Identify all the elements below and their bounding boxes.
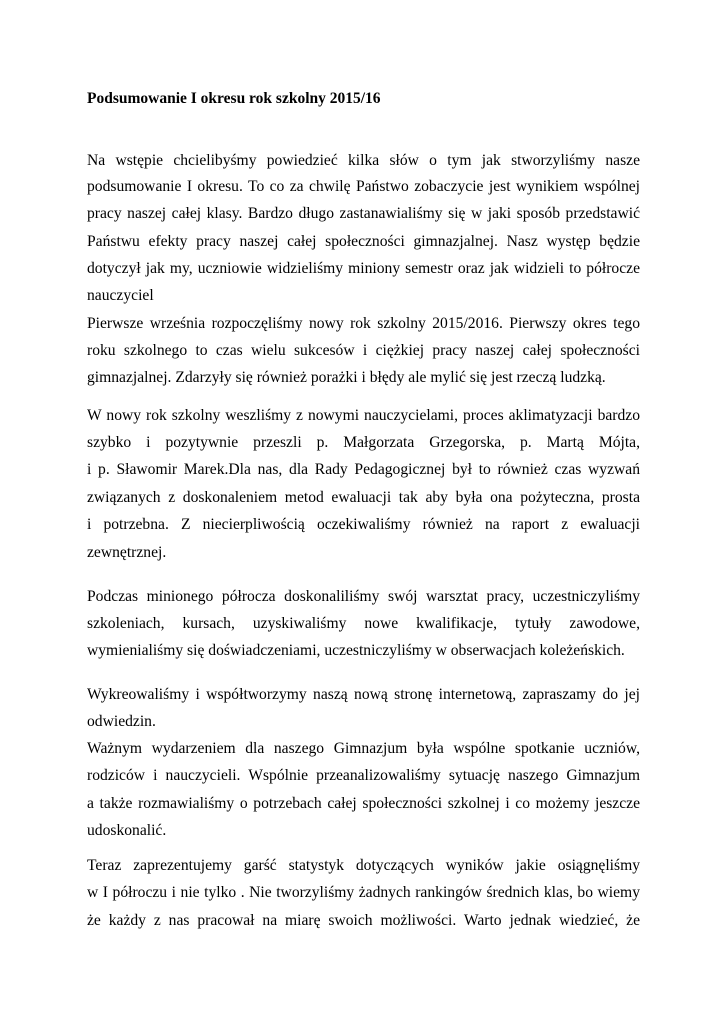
text-line: że każdy z nas pracował na miarę swoich możliwości. Warto jednak wiedzieć, że: [87, 912, 640, 929]
text-line: a także rozmawialiśmy o potrzebach całej społeczności szkolnej i co możemy jeszcze: [87, 795, 640, 812]
text-line: rodziców i nauczycieli. Wspólnie przeanalizowaliśmy sytuację naszego Gimnazjum: [87, 767, 640, 784]
text-line: nauczyciel: [87, 287, 154, 304]
text-line: szkoleniach, kursach, uzyskiwaliśmy nowe kwalifikacje, tytuły zawodowe,: [87, 615, 640, 632]
text-line: roku szkolnego to czas wielu sukcesów i ciężkiej pracy naszej całej społeczności: [87, 342, 640, 359]
text-line: Wykreowaliśmy i współtworzymy naszą nową stronę internetową, zapraszamy do jej: [87, 686, 640, 703]
text-line: Teraz zaprezentujemy garść statystyk dotyczących wyników jakie osiągnęliśmy: [87, 857, 640, 874]
text-line: dotyczył jak my, uczniowie widzieliśmy miniony semestr oraz jak widzieli to półrocze: [87, 260, 640, 277]
text-line: podsumowanie I okresu. To co za chwilę Państwo zobaczycie jest wynikiem wspólnej: [87, 178, 640, 195]
text-line: i potrzebna. Z niecierpliwością oczekiwaliśmy również na raport z ewaluacji: [87, 516, 640, 533]
text-line: Pierwsze września rozpoczęliśmy nowy rok szkolny 2015/2016. Pierwszy okres tego: [87, 315, 640, 332]
text-line: wymienialiśmy się doświadczeniami, uczestniczyliśmy w obserwacjach koleżeńskich.: [87, 642, 625, 659]
text-line: Podczas minionego półrocza doskonaliliśmy swój warsztat pracy, uczestniczyliśmy: [87, 588, 640, 605]
document-title: Podsumowanie I okresu rok szkolny 2015/16: [87, 90, 381, 107]
text-line: szybko i pozytywnie przeszli p. Małgorzata Grzegorska, p. Martą Mójta,: [87, 434, 640, 451]
text-line: gimnazjalnej. Zdarzyły się również porażki i błędy ale mylić się jest rzeczą ludzką.: [87, 369, 606, 386]
text-line: odwiedzin.: [87, 713, 156, 730]
text-line: i p. Sławomir Marek.Dla nas, dla Rady Pedagogicznej był to również czas wyzwań: [87, 461, 640, 478]
text-line: udoskonalić.: [87, 822, 167, 839]
text-line: związanych z doskonaleniem metod ewaluacji tak aby była ona pożyteczna, prosta: [87, 489, 640, 506]
text-line: zewnętrznej.: [87, 544, 167, 561]
text-line: W nowy rok szkolny weszliśmy z nowymi nauczycielami, proces aklimatyzacji bardzo: [87, 407, 640, 424]
text-line: w I półroczu i nie tylko . Nie tworzyliśmy żadnych rankingów średnich klas, bo wiemy: [87, 884, 640, 901]
text-line: Ważnym wydarzeniem dla naszego Gimnazjum była wspólne spotkanie uczniów,: [87, 740, 640, 757]
text-line: Na wstępie chcielibyśmy powiedzieć kilka słów o tym jak stworzyliśmy nasze: [87, 152, 640, 169]
text-line: Państwu efekty pracy naszej całej społeczności gimnazjalnej. Nasz występ będzie: [87, 233, 640, 250]
text-line: pracy naszej całej klasy. Bardzo długo zastanawialiśmy się w jaki sposób przedstawić: [87, 205, 640, 222]
